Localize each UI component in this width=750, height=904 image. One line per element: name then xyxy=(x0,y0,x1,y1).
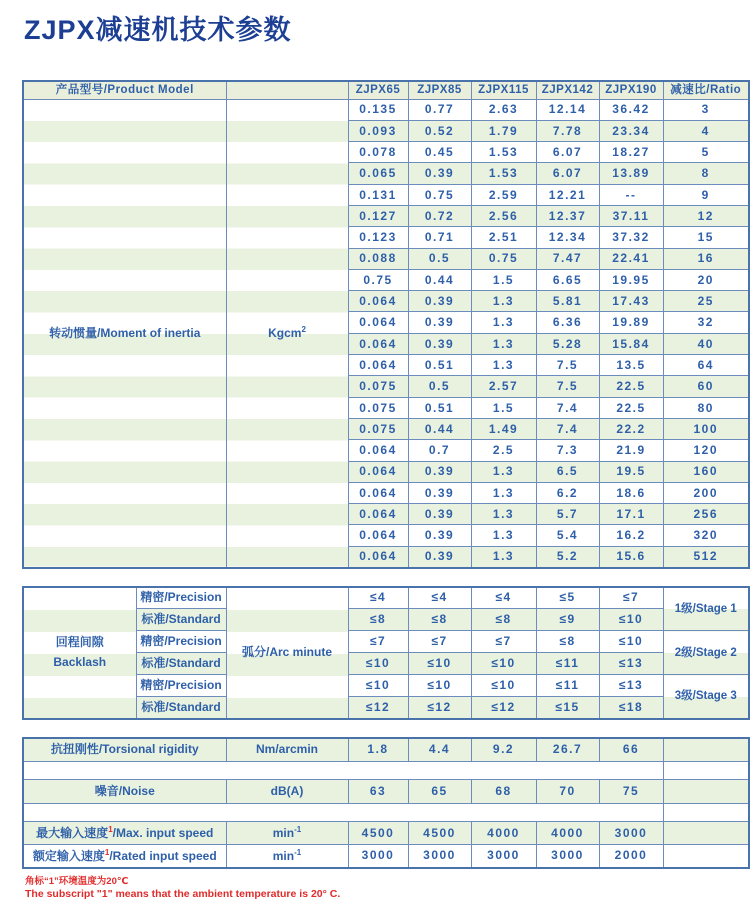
max_speed-unit-exponent: -1 xyxy=(294,825,302,835)
ratio-cell: 16 xyxy=(663,248,749,269)
rigidity-value-cell: 9.2 xyxy=(471,738,536,762)
inertia-value-cell: 6.65 xyxy=(536,269,599,290)
inertia-value-cell: 1.3 xyxy=(471,504,536,525)
inertia-value-cell: 0.064 xyxy=(348,461,408,482)
noise-row xyxy=(23,780,749,804)
inertia-value-cell: 23.34 xyxy=(599,120,663,141)
max_speed-value-cell: 3000 xyxy=(599,822,663,845)
ratio-column-header: 减速比/Ratio xyxy=(663,81,749,99)
max_speed-value-cell: 4000 xyxy=(536,822,599,845)
inertia-value-cell: 0.75 xyxy=(408,184,471,205)
inertia-value-cell: 1.3 xyxy=(471,333,536,354)
inertia-value-cell: 2.57 xyxy=(471,376,536,397)
inertia-value-cell: 6.2 xyxy=(536,482,599,503)
inertia-unit-exponent: 2 xyxy=(301,325,306,335)
spacer-cell xyxy=(23,762,663,780)
inertia-value-cell: 0.064 xyxy=(348,312,408,333)
inertia-value-cell: -- xyxy=(599,184,663,205)
inertia-value-cell: 16.2 xyxy=(599,525,663,546)
inertia-value-cell: 0.093 xyxy=(348,120,408,141)
inertia-value-cell: 0.39 xyxy=(408,546,471,567)
inertia-value-cell: 0.088 xyxy=(348,248,408,269)
inertia-value-cell: 0.075 xyxy=(348,418,408,439)
inertia-value-cell: 7.5 xyxy=(536,376,599,397)
backlash-type-cell: 精密/Precision xyxy=(136,675,226,697)
stage-cell: 3级/Stage 3 xyxy=(663,675,749,719)
rated_speed-label-cn: 额定输入速度 xyxy=(32,848,105,863)
backlash-row xyxy=(23,587,749,609)
rated_speed-unit-exponent: -1 xyxy=(294,847,302,857)
model-column-header: ZJPX85 xyxy=(408,81,471,99)
inertia-value-cell: 17.1 xyxy=(599,504,663,525)
inertia-value-cell: 2.59 xyxy=(471,184,536,205)
ratio-cell: 8 xyxy=(663,163,749,184)
model-header-row xyxy=(23,81,749,99)
backlash-value-cell: ≤11 xyxy=(536,675,599,697)
inertia-value-cell: 22.5 xyxy=(599,397,663,418)
inertia-value-cell: 0.7 xyxy=(408,440,471,461)
max_speed-unit: min xyxy=(272,826,295,841)
backlash-value-cell: ≤8 xyxy=(348,609,408,631)
inertia-value-cell: 0.39 xyxy=(408,525,471,546)
max_speed-unit-cell xyxy=(226,822,348,845)
unit-column-header xyxy=(226,81,348,99)
inertia-value-cell: 12.14 xyxy=(536,99,599,120)
inertia-value-cell: 1.3 xyxy=(471,546,536,567)
ratio-cell: 15 xyxy=(663,227,749,248)
inertia-value-cell: 6.07 xyxy=(536,163,599,184)
performance-table xyxy=(22,737,750,869)
noise-unit: dB(A) xyxy=(270,784,304,799)
spec-table xyxy=(22,80,750,569)
spacer-cell xyxy=(23,804,663,822)
inertia-value-cell: 1.3 xyxy=(471,461,536,482)
backlash-value-cell: ≤10 xyxy=(599,609,663,631)
inertia-label-cell xyxy=(23,99,226,568)
rated_speed-value-cell: 2000 xyxy=(599,845,663,868)
inertia-value-cell: 19.5 xyxy=(599,461,663,482)
inertia-value-cell: 0.51 xyxy=(408,355,471,376)
inertia-value-cell: 18.27 xyxy=(599,142,663,163)
inertia-value-cell: 36.42 xyxy=(599,99,663,120)
backlash-label-cell xyxy=(23,587,136,719)
inertia-value-cell: 1.5 xyxy=(471,269,536,290)
inertia-value-cell: 6.07 xyxy=(536,142,599,163)
backlash-value-cell: ≤12 xyxy=(471,697,536,719)
inertia-value-cell: 1.3 xyxy=(471,291,536,312)
rated_speed-unit: min xyxy=(272,848,295,863)
empty-ratio-cell xyxy=(663,780,749,804)
inertia-value-cell: 15.6 xyxy=(599,546,663,567)
inertia-value-cell: 0.123 xyxy=(348,227,408,248)
inertia-value-cell: 0.064 xyxy=(348,291,408,312)
backlash-value-cell: ≤4 xyxy=(408,587,471,609)
noise-value-cell: 63 xyxy=(348,780,408,804)
inertia-value-cell: 17.43 xyxy=(599,291,663,312)
inertia-value-cell: 21.9 xyxy=(599,440,663,461)
inertia-value-cell: 0.075 xyxy=(348,397,408,418)
footnotes xyxy=(25,876,750,901)
rated_speed-label-cell xyxy=(23,845,226,868)
inertia-value-cell: 0.39 xyxy=(408,163,471,184)
max_speed-value-cell: 4500 xyxy=(408,822,471,845)
inertia-value-cell: 0.5 xyxy=(408,376,471,397)
inertia-value-cell: 22.41 xyxy=(599,248,663,269)
inertia-value-cell: 0.75 xyxy=(471,248,536,269)
backlash-value-cell: ≤5 xyxy=(536,587,599,609)
model-column-header: ZJPX65 xyxy=(348,81,408,99)
backlash-value-cell: ≤8 xyxy=(471,609,536,631)
inertia-value-cell: 0.39 xyxy=(408,504,471,525)
arc-minute-unit-cell: 弧分/Arc minute xyxy=(226,587,348,719)
backlash-value-cell: ≤15 xyxy=(536,697,599,719)
inertia-value-cell: 0.064 xyxy=(348,525,408,546)
inertia-value-cell: 5.7 xyxy=(536,504,599,525)
noise-value-cell: 70 xyxy=(536,780,599,804)
model-column-header: ZJPX190 xyxy=(599,81,663,99)
rigidity-unit: Nm/arcmin xyxy=(255,742,319,757)
inertia-value-cell: 0.39 xyxy=(408,333,471,354)
inertia-value-cell: 7.47 xyxy=(536,248,599,269)
inertia-value-cell: 7.4 xyxy=(536,397,599,418)
inertia-value-cell: 1.3 xyxy=(471,355,536,376)
inertia-value-cell: 0.064 xyxy=(348,482,408,503)
inertia-value-cell: 0.135 xyxy=(348,99,408,120)
max_speed-value-cell: 4000 xyxy=(471,822,536,845)
inertia-value-cell: 2.63 xyxy=(471,99,536,120)
noise-value-cell: 68 xyxy=(471,780,536,804)
inertia-value-cell: 0.065 xyxy=(348,163,408,184)
noise-value-cell: 65 xyxy=(408,780,471,804)
inertia-value-cell: 5.2 xyxy=(536,546,599,567)
stage-cell: 2级/Stage 2 xyxy=(663,631,749,675)
inertia-value-cell: 0.51 xyxy=(408,397,471,418)
catalog-page xyxy=(0,8,750,904)
backlash-table xyxy=(22,586,750,720)
inertia-value-cell: 0.77 xyxy=(408,99,471,120)
inertia-value-cell: 5.28 xyxy=(536,333,599,354)
inertia-value-cell: 0.71 xyxy=(408,227,471,248)
inertia-unit: Kgcm xyxy=(268,326,302,341)
empty-ratio-cell xyxy=(663,845,749,868)
inertia-value-cell: 0.064 xyxy=(348,440,408,461)
ratio-cell: 64 xyxy=(663,355,749,376)
footnote-en: The subscript "1" means that the ambient temperature is 20° C. xyxy=(25,887,341,900)
backlash-value-cell: ≤7 xyxy=(599,587,663,609)
inertia-value-cell: 2.56 xyxy=(471,205,536,226)
page-title: ZJPX减速机技术参数 xyxy=(24,15,292,45)
spacer-row xyxy=(23,804,749,822)
inertia-value-cell: 7.78 xyxy=(536,120,599,141)
inertia-value-cell: 0.44 xyxy=(408,418,471,439)
max_speed-footnote-mark: 1 xyxy=(108,825,113,835)
backlash-value-cell: ≤12 xyxy=(408,697,471,719)
backlash-type-cell: 标准/Standard xyxy=(136,609,226,631)
inertia-value-cell: 2.5 xyxy=(471,440,536,461)
ratio-cell: 25 xyxy=(663,291,749,312)
backlash-type-cell: 标准/Standard xyxy=(136,653,226,675)
empty-ratio-cell xyxy=(663,822,749,845)
footnote-cn: 角标“1”环境温度为20℃ xyxy=(25,875,129,887)
ratio-cell: 100 xyxy=(663,418,749,439)
backlash-value-cell: ≤7 xyxy=(348,631,408,653)
backlash-label-cn: 回程间隙 xyxy=(55,635,104,650)
backlash-value-cell: ≤8 xyxy=(536,631,599,653)
noise-unit-cell xyxy=(226,780,348,804)
max_speed-label-cn: 最大输入速度 xyxy=(36,826,109,841)
model-column-header: ZJPX115 xyxy=(471,81,536,99)
backlash-value-cell: ≤11 xyxy=(536,653,599,675)
ratio-cell: 40 xyxy=(663,333,749,354)
inertia-value-cell: 0.064 xyxy=(348,504,408,525)
backlash-type-cell: 精密/Precision xyxy=(136,587,226,609)
rigidity-row xyxy=(23,738,749,762)
inertia-value-cell: 6.5 xyxy=(536,461,599,482)
product-model-header: 产品型号/Product Model xyxy=(23,81,226,99)
rigidity-label-cell xyxy=(23,738,226,762)
ratio-cell: 20 xyxy=(663,269,749,290)
spacer-cell xyxy=(663,762,749,780)
inertia-value-cell: 1.79 xyxy=(471,120,536,141)
backlash-value-cell: ≤7 xyxy=(408,631,471,653)
rated_speed-value-cell: 3000 xyxy=(471,845,536,868)
backlash-value-cell: ≤4 xyxy=(471,587,536,609)
ratio-cell: 3 xyxy=(663,99,749,120)
inertia-value-cell: 12.21 xyxy=(536,184,599,205)
empty-ratio-cell xyxy=(663,738,749,762)
inertia-value-cell: 19.95 xyxy=(599,269,663,290)
inertia-value-cell: 0.39 xyxy=(408,461,471,482)
backlash-value-cell: ≤4 xyxy=(348,587,408,609)
ratio-cell: 512 xyxy=(663,546,749,567)
inertia-value-cell: 37.11 xyxy=(599,205,663,226)
inertia-value-cell: 0.127 xyxy=(348,205,408,226)
rated_speed-unit-cell xyxy=(226,845,348,868)
backlash-value-cell: ≤8 xyxy=(408,609,471,631)
inertia-value-cell: 5.81 xyxy=(536,291,599,312)
rigidity-label: 抗扭刚性/Torsional rigidity xyxy=(50,742,199,757)
inertia-value-cell: 0.064 xyxy=(348,333,408,354)
noise-value-cell: 75 xyxy=(599,780,663,804)
backlash-value-cell: ≤10 xyxy=(348,675,408,697)
inertia-value-cell: 0.39 xyxy=(408,482,471,503)
backlash-value-cell: ≤12 xyxy=(348,697,408,719)
inertia-value-cell: 1.3 xyxy=(471,482,536,503)
inertia-value-cell: 0.45 xyxy=(408,142,471,163)
ratio-cell: 5 xyxy=(663,142,749,163)
inertia-value-cell: 7.3 xyxy=(536,440,599,461)
ratio-cell: 12 xyxy=(663,205,749,226)
spacer-cell xyxy=(663,804,749,822)
backlash-value-cell: ≤10 xyxy=(471,675,536,697)
inertia-value-cell: 0.064 xyxy=(348,355,408,376)
inertia-value-cell: 12.34 xyxy=(536,227,599,248)
inertia-value-cell: 7.4 xyxy=(536,418,599,439)
inertia-label: 转动惯量/Moment of inertia xyxy=(49,325,201,340)
inertia-value-cell: 13.5 xyxy=(599,355,663,376)
backlash-label-en: Backlash xyxy=(53,654,107,669)
ratio-cell: 320 xyxy=(663,525,749,546)
inertia-value-cell: 5.4 xyxy=(536,525,599,546)
inertia-value-cell: 12.37 xyxy=(536,205,599,226)
backlash-value-cell: ≤7 xyxy=(471,631,536,653)
inertia-value-cell: 22.2 xyxy=(599,418,663,439)
inertia-value-cell: 7.5 xyxy=(536,355,599,376)
rigidity-unit-cell xyxy=(226,738,348,762)
inertia-unit-cell xyxy=(226,99,348,568)
backlash-value-cell: ≤18 xyxy=(599,697,663,719)
inertia-value-cell: 13.89 xyxy=(599,163,663,184)
inertia-value-cell: 22.5 xyxy=(599,376,663,397)
inertia-value-cell: 0.44 xyxy=(408,269,471,290)
max_speed-label-en: /Max. input speed xyxy=(112,826,214,841)
spacer-row xyxy=(23,762,749,780)
rated_speed-footnote-mark: 1 xyxy=(104,847,110,857)
noise-label-cell xyxy=(23,780,226,804)
ratio-cell: 9 xyxy=(663,184,749,205)
inertia-value-cell: 1.49 xyxy=(471,418,536,439)
backlash-type-cell: 标准/Standard xyxy=(136,697,226,719)
backlash-value-cell: ≤13 xyxy=(599,675,663,697)
inertia-row xyxy=(23,99,749,120)
inertia-value-cell: 0.75 xyxy=(348,269,408,290)
rated_speed-value-cell: 3000 xyxy=(536,845,599,868)
model-column-header: ZJPX142 xyxy=(536,81,599,99)
ratio-cell: 200 xyxy=(663,482,749,503)
inertia-value-cell: 0.52 xyxy=(408,120,471,141)
inertia-value-cell: 0.39 xyxy=(408,312,471,333)
inertia-value-cell: 0.075 xyxy=(348,376,408,397)
rated_speed-label-en: /Rated input speed xyxy=(109,848,217,863)
ratio-cell: 32 xyxy=(663,312,749,333)
inertia-value-cell: 1.5 xyxy=(471,397,536,418)
backlash-value-cell: ≤10 xyxy=(408,653,471,675)
rigidity-value-cell: 4.4 xyxy=(408,738,471,762)
rated_speed-value-cell: 3000 xyxy=(348,845,408,868)
inertia-value-cell: 1.53 xyxy=(471,163,536,184)
backlash-type-cell: 精密/Precision xyxy=(136,631,226,653)
inertia-value-cell: 1.3 xyxy=(471,312,536,333)
max_speed-row xyxy=(23,822,749,845)
inertia-value-cell: 2.51 xyxy=(471,227,536,248)
rigidity-value-cell: 66 xyxy=(599,738,663,762)
backlash-value-cell: ≤10 xyxy=(348,653,408,675)
ratio-cell: 120 xyxy=(663,440,749,461)
backlash-value-cell: ≤9 xyxy=(536,609,599,631)
inertia-value-cell: 18.6 xyxy=(599,482,663,503)
inertia-value-cell: 0.131 xyxy=(348,184,408,205)
backlash-value-cell: ≤10 xyxy=(408,675,471,697)
rigidity-value-cell: 1.8 xyxy=(348,738,408,762)
inertia-value-cell: 0.064 xyxy=(348,546,408,567)
backlash-value-cell: ≤10 xyxy=(471,653,536,675)
ratio-cell: 4 xyxy=(663,120,749,141)
rated_speed-row xyxy=(23,845,749,868)
inertia-value-cell: 0.5 xyxy=(408,248,471,269)
inertia-value-cell: 15.84 xyxy=(599,333,663,354)
inertia-value-cell: 0.078 xyxy=(348,142,408,163)
inertia-value-cell: 0.72 xyxy=(408,205,471,226)
rigidity-value-cell: 26.7 xyxy=(536,738,599,762)
ratio-cell: 256 xyxy=(663,504,749,525)
max_speed-label-cell xyxy=(23,822,226,845)
inertia-value-cell: 1.53 xyxy=(471,142,536,163)
inertia-value-cell: 1.3 xyxy=(471,525,536,546)
inertia-value-cell: 6.36 xyxy=(536,312,599,333)
rated_speed-value-cell: 3000 xyxy=(408,845,471,868)
inertia-value-cell: 0.39 xyxy=(408,291,471,312)
noise-label: 噪音/Noise xyxy=(94,784,155,799)
inertia-value-cell: 19.89 xyxy=(599,312,663,333)
backlash-value-cell: ≤10 xyxy=(599,631,663,653)
max_speed-value-cell: 4500 xyxy=(348,822,408,845)
ratio-cell: 60 xyxy=(663,376,749,397)
backlash-value-cell: ≤13 xyxy=(599,653,663,675)
ratio-cell: 80 xyxy=(663,397,749,418)
inertia-value-cell: 37.32 xyxy=(599,227,663,248)
stage-cell: 1级/Stage 1 xyxy=(663,587,749,631)
ratio-cell: 160 xyxy=(663,461,749,482)
